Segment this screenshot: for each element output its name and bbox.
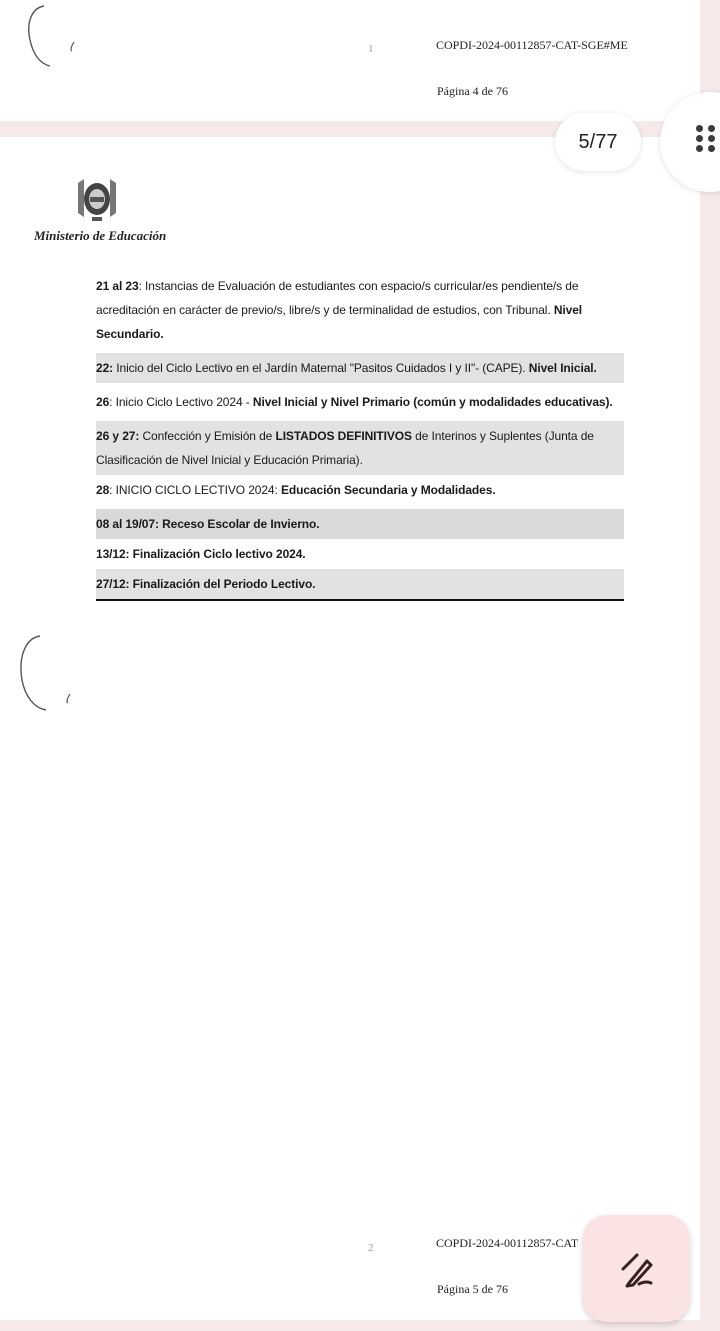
entry-date: 13/12: (96, 547, 130, 561)
page-counter: 5/77 (578, 130, 618, 153)
calendar-entry (96, 539, 624, 569)
entry-text: Inicio del Ciclo Lectivo en el Jardín Maternal "Pasitos Cuidados I y II"- (CAPE). (113, 361, 526, 375)
province-crest-icon (72, 177, 122, 225)
entry-level: Nivel Inicial. (525, 361, 597, 375)
entry-text: Confección y Emisión de (139, 429, 273, 443)
entry-text: : INICIO CICLO LECTIVO 2024: (109, 483, 278, 497)
annotate-button[interactable] (583, 1215, 690, 1322)
document-page-4 (0, 0, 700, 121)
document-code: COPDI-2024-00112857-CAT (436, 1236, 579, 1250)
calendar-entry (96, 421, 624, 475)
signature-mark (8, 632, 78, 717)
entry-text: Finalización Ciclo lectivo 2024. (129, 547, 306, 561)
calendar-entry (96, 509, 624, 539)
entry-text: Receso Escolar de Invierno. (158, 517, 320, 531)
entry-level: Educación Secundaria y Modalidades. (277, 483, 496, 497)
page-mark: 2 (368, 1242, 374, 1254)
entry-level: Nivel Inicial y Nivel Primario (común y modalidades educativas). (249, 395, 613, 409)
table-end-rule (96, 599, 624, 601)
calendar-entry (96, 387, 624, 417)
entry-date: 08 al 19/07: (96, 517, 159, 531)
signature-mark (14, 2, 84, 72)
calendar-entry (96, 353, 624, 383)
entry-text: Finalización del Periodo Lectivo. (129, 577, 316, 591)
calendar-entry (96, 271, 624, 349)
page-number-label: Página 4 de 76 (437, 84, 508, 98)
page-number-label: Página 5 de 76 (437, 1282, 508, 1296)
document-page-5 (0, 137, 700, 1320)
entry-highlight: LISTADOS DEFINITIVOS (272, 429, 412, 443)
calendar-entry (96, 569, 624, 599)
entry-level: Nivel Secundario. (96, 303, 583, 341)
document-code: COPDI-2024-00112857-CAT-SGE#ME (436, 38, 628, 52)
entry-date: 22: (96, 361, 114, 375)
ministry-heading: Ministerio de Educación (34, 228, 167, 243)
page-mark: 1 (368, 43, 374, 55)
entry-date: 21 al 23 (96, 279, 139, 293)
entry-text: : Inicio Ciclo Lectivo 2024 - (109, 395, 250, 409)
entry-date: 27/12: (96, 577, 130, 591)
entry-date: 28 (96, 483, 110, 497)
pen-edit-icon (617, 1249, 657, 1289)
entry-date: 26 (96, 395, 110, 409)
calendar-entry (96, 475, 624, 505)
entry-date: 26 y 27: (96, 429, 140, 443)
entry-text: de Interinos y Suplentes (Junta de Clasificación de Nivel Inicial y Educación Primaria). (96, 429, 594, 467)
calendar-entries (96, 271, 624, 601)
entry-text: : Instancias de Evaluación de estudiantes con espacio/s curricular/es pendiente/s de acreditación en carácter de previo/s, libre/s y de terminalidad de estudios, con Tribunal. (96, 279, 579, 317)
page-counter-badge[interactable] (555, 113, 641, 171)
